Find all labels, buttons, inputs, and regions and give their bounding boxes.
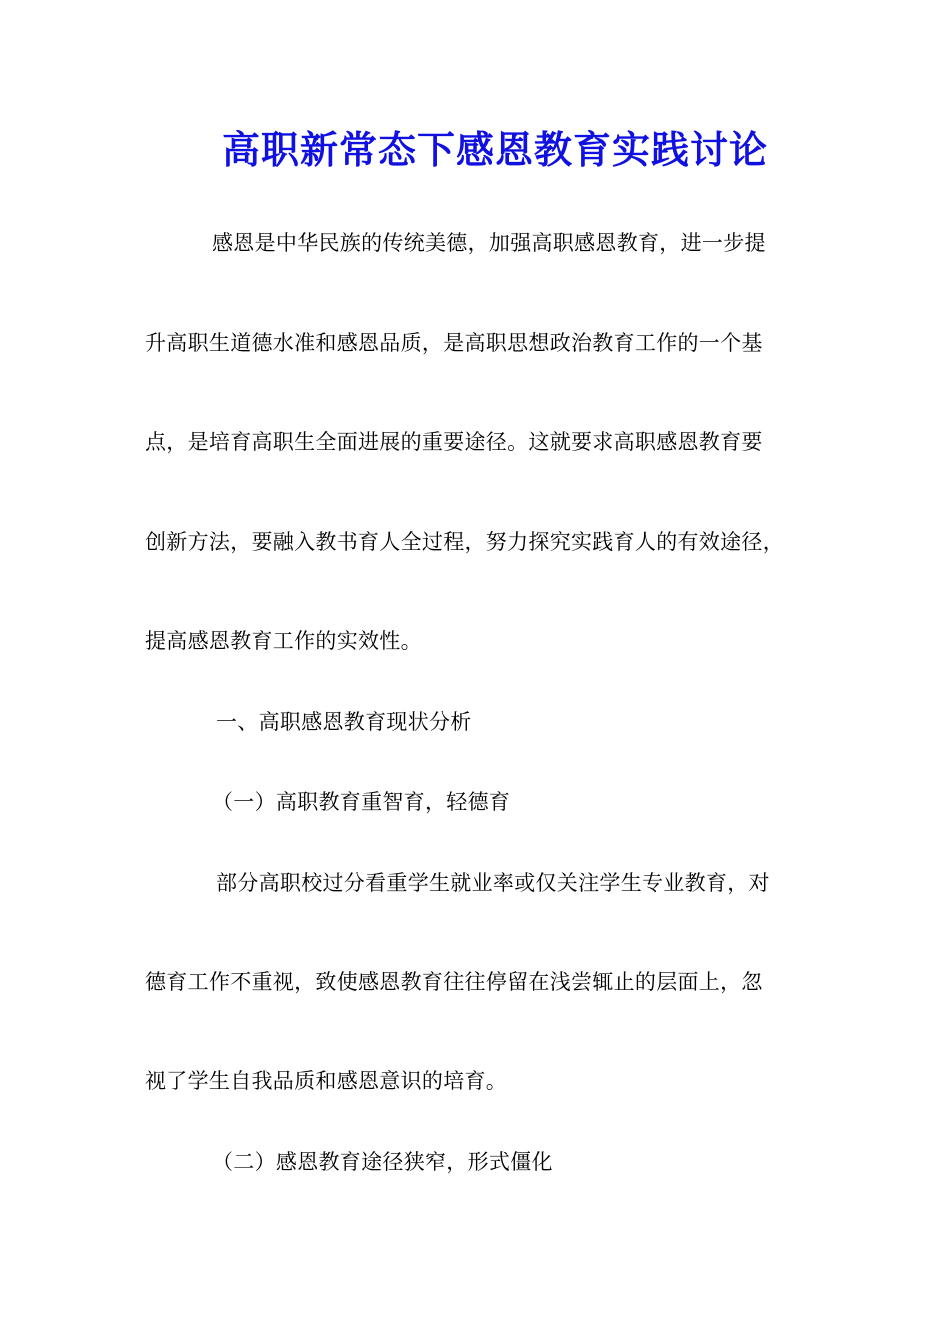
paragraph-line: 感恩是中华民族的传统美德，加强高职感恩教育，进一步提 [212, 231, 766, 255]
section-heading: 一、高职感恩教育现状分析 [216, 710, 472, 734]
paragraph-line: 视了学生自我品质和感恩意识的培育。 [145, 1069, 508, 1093]
paragraph-line: 点，是培育高职生全面进展的重要途径。这就要求高职感恩教育要 [145, 430, 763, 454]
paragraph-line: 部分高职校过分看重学生就业率或仅关注学生专业教育，对 [216, 871, 770, 895]
paragraph-line: 德育工作不重视，致使感恩教育往往停留在浅尝辄止的层面上，忽 [145, 970, 763, 994]
subsection-heading: （一）高职教育重智育，轻德育 [212, 790, 511, 814]
subsection-heading: （二）感恩教育途径狭窄，形式僵化 [212, 1150, 553, 1174]
paragraph-line: 提高感恩教育工作的实效性。 [145, 629, 422, 653]
document-title: 高职新常态下感恩教育实践讨论 [221, 127, 768, 172]
paragraph-line: 升高职生道德水准和感恩品质，是高职思想政治教育工作的一个基 [145, 331, 763, 355]
paragraph-line: 创新方法，要融入教书育人全过程，努力探究实践育人的有效途径， [145, 530, 784, 554]
